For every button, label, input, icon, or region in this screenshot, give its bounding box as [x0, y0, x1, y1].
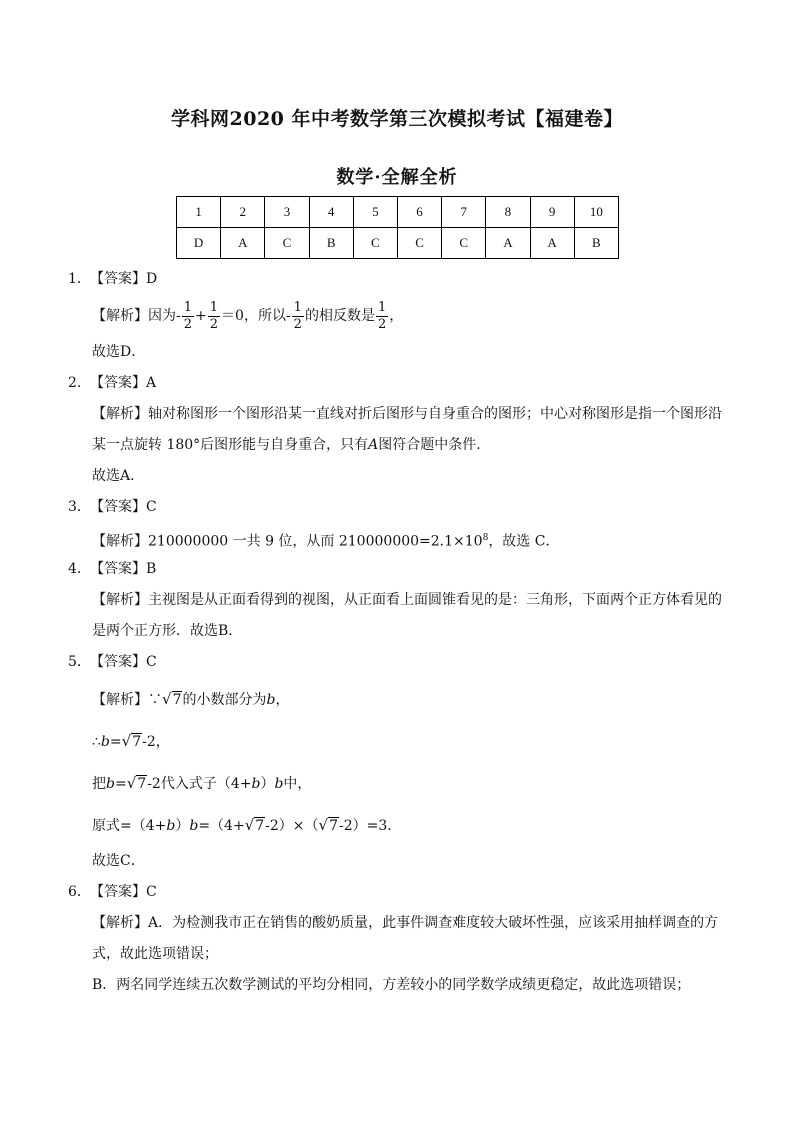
- text: -2: [142, 734, 156, 750]
- text: 轴对称图形一个图形沿某一直线对折后图形与自身重合的图形；中心对称图形是指一个图形沿: [148, 406, 722, 422]
- exponent: 8: [482, 533, 489, 543]
- text: A．为检测我市正在销售的酸奶质量，此事件调查难度较大破坏性强，应该采用抽样调查的方: [148, 915, 719, 931]
- numerator: 1: [293, 299, 302, 315]
- denominator: 2: [293, 316, 302, 332]
- table-cell: D: [177, 228, 221, 259]
- question-6-answer: [68, 877, 728, 908]
- analysis-label: 【解析】: [92, 308, 148, 324]
- question-6-analysis-line-1: [68, 908, 728, 939]
- radicand: 7: [137, 776, 147, 792]
- table-cell: A: [530, 228, 574, 259]
- numerator: 1: [377, 299, 387, 315]
- document-subtitle: 数学·全解全析: [336, 167, 458, 188]
- table-cell: 3: [265, 197, 309, 228]
- analysis-label: 【解析】: [92, 533, 148, 550]
- variable: b: [166, 818, 176, 834]
- answer-label: 【答案】: [90, 561, 146, 577]
- text: =: [109, 734, 122, 750]
- text: ）: [260, 776, 275, 792]
- question-2-analysis-line-1: [68, 399, 728, 430]
- table-cell: 9: [530, 197, 574, 228]
- text: 代入式子（4+: [160, 776, 252, 792]
- text: =（4+: [198, 818, 245, 834]
- text: =: [114, 776, 127, 792]
- text: -2: [147, 776, 161, 792]
- question-5-answer: [68, 647, 728, 678]
- radicand: 7: [132, 734, 142, 750]
- square-root: [122, 720, 142, 763]
- question-1-analysis: [68, 295, 728, 337]
- analysis-label: 【解析】: [92, 406, 148, 422]
- table-cell: C: [397, 228, 441, 259]
- square-root: [319, 804, 339, 847]
- question-1-conclusion: 故选D．: [92, 344, 146, 360]
- fraction: [182, 300, 194, 333]
- answer-label: 【答案】: [90, 654, 146, 670]
- question-number: 3．: [68, 499, 91, 515]
- answer-value: C: [146, 499, 157, 515]
- variable: b: [274, 776, 284, 792]
- question-2-answer: [68, 368, 728, 399]
- radical-sign-icon: √: [162, 690, 172, 708]
- answer-value: C: [146, 884, 157, 900]
- radical-sign-icon: √: [244, 816, 255, 834]
- solutions: [68, 264, 728, 1001]
- question-5-analysis-line-4: [68, 804, 728, 846]
- text: +: [195, 308, 207, 324]
- question-number: 5．: [68, 654, 91, 670]
- table-cell: 6: [397, 197, 441, 228]
- radicand: 7: [172, 692, 182, 708]
- table-cell: 4: [309, 197, 353, 228]
- numerator: 1: [183, 299, 193, 315]
- variable: b: [189, 818, 199, 834]
- table-cell: 1: [177, 197, 221, 228]
- answer-value: C: [146, 654, 157, 670]
- square-root: [162, 678, 182, 721]
- answer-label: 【答案】: [90, 499, 146, 515]
- question-5-analysis-line-1: [68, 678, 728, 720]
- text: 的小数部分为: [182, 692, 267, 708]
- answer-label: 【答案】: [90, 884, 146, 900]
- text: ）: [175, 818, 190, 834]
- variable: b: [100, 734, 110, 750]
- text: ，: [389, 308, 404, 324]
- question-6-analysis-line-3: B．两名同学连续五次数学测试的平均分相同，方差较小的同学数学成绩更稳定，故此选项错误；: [92, 977, 691, 993]
- text: ，: [155, 734, 170, 750]
- table-cell: 5: [353, 197, 397, 228]
- question-4-analysis-line-1: [68, 585, 728, 616]
- question-5-analysis-line-2: [68, 720, 728, 762]
- analysis-label: 【解析】: [92, 592, 148, 608]
- question-number: 6．: [68, 884, 91, 900]
- text: 把: [92, 776, 106, 792]
- denominator: 2: [377, 316, 387, 332]
- square-root: [127, 762, 147, 805]
- answer-table: [176, 196, 619, 259]
- text: 中，: [283, 776, 312, 792]
- radical-sign-icon: √: [126, 774, 137, 792]
- radical-sign-icon: √: [121, 732, 132, 750]
- table-cell: 2: [221, 197, 265, 228]
- document-title: 学科网2020 年中考数学第三次模拟考试【福建卷】: [171, 108, 623, 130]
- denominator: 2: [183, 316, 193, 332]
- question-3-answer: [68, 492, 728, 523]
- question-number: 4．: [68, 561, 91, 577]
- table-cell: C: [265, 228, 309, 259]
- table-cell: 8: [486, 197, 530, 228]
- question-2-analysis-line-2: [68, 430, 728, 461]
- table-cell: B: [574, 228, 618, 259]
- table-cell: C: [442, 228, 486, 259]
- radicand: 7: [255, 818, 265, 834]
- question-4-answer: [68, 554, 728, 585]
- question-3-analysis: [68, 523, 728, 554]
- text: ＝0，所以-: [221, 308, 291, 324]
- fraction: [376, 300, 388, 333]
- table-cell: A: [486, 228, 530, 259]
- fraction: [292, 300, 304, 333]
- text: 图符合题中条件.: [378, 437, 481, 453]
- fraction: [208, 300, 220, 333]
- answer-table-answer-row: [177, 228, 619, 259]
- question-6-analysis-line-2: 式，故此选项错误；: [92, 946, 218, 962]
- text: 原式=（4+: [92, 818, 167, 834]
- answer-label: 【答案】: [90, 271, 146, 287]
- table-cell: 10: [574, 197, 618, 228]
- denominator: 2: [209, 316, 219, 332]
- text: ，故选 C．: [488, 533, 560, 550]
- question-number: 1．: [68, 271, 91, 287]
- text: -2）=3．: [339, 818, 402, 834]
- table-cell: C: [353, 228, 397, 259]
- variable: A: [368, 437, 379, 453]
- variable: b: [266, 692, 276, 708]
- analysis-label: 【解析】: [92, 915, 148, 931]
- text: 的相反数是: [304, 308, 375, 324]
- text: ∴: [92, 734, 101, 750]
- radical-sign-icon: √: [318, 816, 329, 834]
- question-5-conclusion: 故选C．: [92, 853, 145, 869]
- numerator: 1: [209, 299, 219, 315]
- table-cell: B: [309, 228, 353, 259]
- answer-table-number-row: [177, 197, 619, 228]
- answer-value: D: [146, 271, 158, 287]
- text: 主视图是从正面看得到的视图，从正面看上面圆锥看见的是：三角形，下面两个正方体看见的: [148, 592, 722, 608]
- text: ，: [275, 692, 290, 708]
- text: 某一点旋转 180°后图形能与自身重合，只有: [92, 437, 369, 453]
- answer-label: 【答案】: [90, 375, 146, 391]
- text: ∵: [148, 692, 162, 708]
- table-cell: A: [221, 228, 265, 259]
- question-2-conclusion: 故选A．: [92, 468, 145, 484]
- question-1-answer: [68, 264, 728, 295]
- variable: b: [106, 776, 115, 792]
- text: 210000000 一共 9 位，从而 210000000=2.1×10: [148, 533, 483, 550]
- question-4-analysis-line-2: 是两个正方形．故选B．: [92, 623, 243, 639]
- answer-value: B: [146, 561, 157, 577]
- text: -2）×（: [265, 818, 319, 834]
- text: 因为-: [148, 308, 181, 324]
- question-number: 2．: [68, 375, 91, 391]
- radicand: 7: [329, 818, 339, 834]
- table-cell: 7: [442, 197, 486, 228]
- variable: b: [251, 776, 261, 792]
- answer-value: A: [146, 375, 157, 391]
- analysis-label: 【解析】: [92, 692, 148, 708]
- square-root: [245, 804, 265, 847]
- question-5-analysis-line-3: [68, 762, 728, 804]
